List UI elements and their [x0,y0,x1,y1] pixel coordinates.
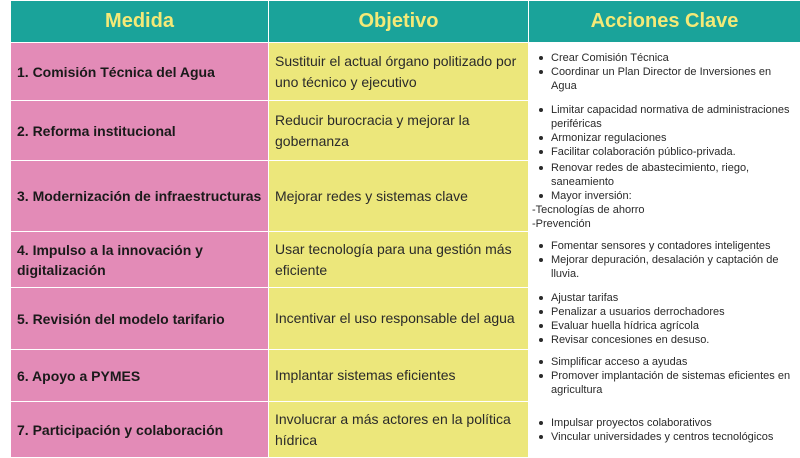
table-row [11,43,800,101]
list-item: Crear Comisión Técnica [551,51,796,65]
acciones-cell [529,161,800,232]
header-acciones: Acciones Clave [529,1,800,43]
objetivo-cell: Reducir burocracia y mejorar la gobernanza [269,101,529,161]
medida-cell: 2. Reforma institucional [11,101,269,161]
list-item: Impulsar proyectos colaborativos [551,416,796,430]
table-row [11,161,800,232]
acciones-cell [529,101,800,161]
header-objetivo: Objetivo [269,1,529,43]
medida-cell: 6. Apoyo a PYMES [11,350,269,402]
measures-table [10,0,800,458]
header-medida: Medida [11,1,269,43]
list-item: Facilitar colaboración público-privada. [551,145,796,159]
acciones-list [529,51,796,93]
header-row [11,1,800,43]
acciones-list [529,103,796,159]
objetivo-cell: Involucrar a más actores en la política hídrica [269,402,529,458]
table-row [11,288,800,350]
objetivo-cell: Mejorar redes y sistemas clave [269,161,529,232]
acciones-cell [529,350,800,402]
acciones-cell [529,402,800,458]
list-item: Promover implantación de sistemas eficientes en agricultura [551,369,796,397]
medida-cell: 3. Modernización de infraestructuras [11,161,269,232]
objetivo-cell: Incentivar el uso responsable del agua [269,288,529,350]
sub-item: -Tecnologías de ahorro [529,203,796,217]
table-row [11,350,800,402]
list-item: Vincular universidades y centros tecnológicos [551,430,796,444]
medida-cell: 4. Impulso a la innovación y digitalización [11,232,269,288]
medida-cell: 7. Participación y colaboración [11,402,269,458]
acciones-cell [529,232,800,288]
medida-cell: 1. Comisión Técnica del Agua [11,43,269,101]
list-item: Penalizar a usuarios derrochadores [551,305,796,319]
acciones-list [529,239,796,281]
objetivo-cell: Usar tecnología para una gestión más eficiente [269,232,529,288]
list-item: Mayor inversión: [551,189,796,203]
table-row [11,402,800,458]
objetivo-cell: Implantar sistemas eficientes [269,350,529,402]
table-row [11,232,800,288]
list-item: Limitar capacidad normativa de administraciones periféricas [551,103,796,131]
acciones-cell [529,288,800,350]
acciones-cell [529,43,800,101]
sub-item: -Prevención [529,217,796,231]
acciones-list [529,416,796,444]
table-row [11,101,800,161]
list-item: Revisar concesiones en desuso. [551,333,796,347]
list-item: Fomentar sensores y contadores inteligentes [551,239,796,253]
acciones-list [529,291,796,347]
list-item: Evaluar huella hídrica agrícola [551,319,796,333]
acciones-list [529,355,796,397]
list-item: Coordinar un Plan Director de Inversiones en Agua [551,65,796,93]
list-item: Renovar redes de abastecimiento, riego, saneamiento [551,161,796,189]
objetivo-cell: Sustituir el actual órgano politizado por uno técnico y ejecutivo [269,43,529,101]
medida-cell: 5. Revisión del modelo tarifario [11,288,269,350]
acciones-list [529,161,796,203]
list-item: Armonizar regulaciones [551,131,796,145]
list-item: Ajustar tarifas [551,291,796,305]
list-item: Simplificar acceso a ayudas [551,355,796,369]
list-item: Mejorar depuración, desalación y captación de lluvia. [551,253,796,281]
